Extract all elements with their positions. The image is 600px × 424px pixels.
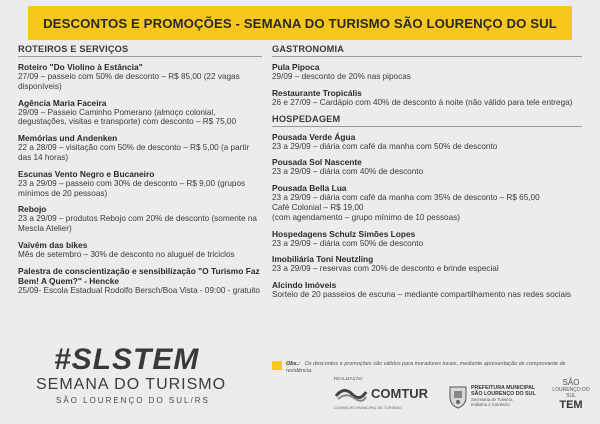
item-title: Pousada Bella Lua (272, 183, 347, 194)
item-text: 25/09- Escola Estadual Rodolfo Bersch/Boa Vista - 09:00 - gratuito (18, 285, 260, 295)
page-banner (28, 6, 572, 40)
list-item (272, 229, 582, 249)
tem-line3: TEM (559, 399, 583, 411)
item-title: Pousada Verde Água (272, 131, 356, 142)
item-title: Escunas Vento Negro e Bucaneiro (18, 168, 155, 179)
sponsors-bar (272, 376, 594, 416)
note-label: Obs.: (286, 361, 301, 367)
sponsors-label: REALIZAÇÃO (334, 376, 363, 381)
comtur-subtitle: CONSELHO MUNICIPAL DE TURISMO (334, 406, 402, 410)
item-title: Alcindo Imóveis (272, 280, 337, 291)
prefeitura-line1: PREFEITURA MUNICIPAL (471, 385, 536, 391)
item-text: 23 a 29/09 – produtos Rebojo com 20% de desconto (somente na Mescla Atelier) (18, 214, 257, 234)
comtur-name: COMTUR (371, 385, 429, 401)
logo-hashtag: #SLSTEM (54, 343, 200, 376)
item-text: 26 e 27/09 – Cardápio com 40% de desconto à noite (não válido para tele entrega) (272, 97, 573, 107)
item-title: Restaurante Tropicális (272, 87, 362, 98)
tem-line2: LOURENÇO DO SUL (552, 387, 590, 399)
list-item (18, 98, 262, 128)
tem-line1: SÃO (562, 378, 580, 387)
item-title: Pula Pipoca (272, 62, 320, 72)
list-item (18, 62, 262, 92)
item-text: 23 a 29/09 – reservas com 20% de desconto e brinde especial (272, 264, 499, 274)
prefeitura-line2: SÃO LOURENÇO DO SUL (471, 391, 536, 397)
section-title-hospedagem: HOSPEDAGEM (272, 114, 582, 127)
list-item (18, 133, 262, 163)
right-column (272, 44, 582, 306)
item-text: 23 a 29/09 – diária com 50% de desconto (272, 238, 424, 248)
sao-lourenco-tem-logo (549, 379, 593, 411)
wave-icon (334, 384, 368, 402)
item-title: Roteiro "Do Violino à Estância" (18, 62, 143, 72)
section-title-gastronomia: GASTRONOMIA (272, 44, 582, 57)
item-text: Sorteio de 20 passeios de escuna – mediante compartilhamento nas redes sociais (272, 290, 572, 300)
list-item (272, 132, 582, 152)
list-item (272, 280, 582, 300)
logo-subtitle: SEMANA DO TURISMO (36, 376, 227, 393)
item-text: Café Colonial – R$ 19,00 (272, 202, 364, 212)
list-item (18, 169, 262, 199)
item-text: 23 a 29/09 – passeio com 30% de desconto – R$ 9,00 (grupos mínimos de 20 pessoas) (18, 178, 246, 198)
item-title: Vaivém das bikes (18, 239, 88, 250)
item-text: 23 a 29/09 – diária com café da manha com 35% de desconto – R$ 65,00 (272, 193, 540, 203)
note-marker (272, 361, 282, 370)
list-item (272, 62, 582, 82)
list-item (18, 266, 262, 296)
item-text: 29/09 – desconto de 20% nas pipocas (272, 72, 411, 81)
left-column (18, 44, 262, 302)
prefeitura-line4: Indústria e Comércio (471, 402, 510, 408)
prefeitura-logo (448, 385, 536, 414)
list-item (272, 183, 582, 222)
list-item (272, 157, 582, 177)
item-title: Agência Maria Faceira (18, 97, 107, 108)
list-item (18, 240, 262, 260)
item-title: Pousada Sol Nascente (272, 157, 362, 168)
note-text: Os descontos e promoções são válidos para moradores locais, mediante apresentação de comprovante de residência. (286, 361, 566, 374)
prefeitura-line3: Secretaria de Turismo, (471, 397, 514, 402)
list-item (18, 204, 262, 234)
item-title: Imobiliária Toni Neutzling (272, 254, 374, 265)
section-title-roteiros: ROTEIROS E SERVIÇOS (18, 44, 262, 57)
logo-location: SÃO LOURENÇO DO SUL/RS (56, 396, 210, 405)
item-text: 23 a 29/09 – diária com café da manha com 50% de desconto (272, 141, 498, 151)
item-text: 23 a 29/09 – diária com 40% de desconto (272, 167, 424, 177)
item-title: Hospedagens Schulz Simões Lopes (272, 228, 416, 239)
item-title: Palestra de conscientização e sensibilização "O Turismo Faz Bem! A Quem?" - Hencke (18, 265, 260, 286)
item-text: (com agendamento – grupo mínimo de 10 pessoas) (272, 212, 460, 222)
list-item (272, 88, 582, 108)
item-text: Mês de setembro – 30% de desconto no aluguel de triciclos (18, 249, 235, 259)
item-text: 29/09 – Passeio Caminho Pomerano (almoço colonial, degustações, visitas e transporte) com desconto – R$ 75,00 (18, 107, 237, 127)
item-text: 22 a 28/09 – visitação com 50% de desconto – R$ 5,00 (a partir das 14 horas) (18, 143, 250, 162)
item-title: Rebojo (18, 204, 47, 215)
banner-title: DESCONTOS E PROMOÇÕES - SEMANA DO TURISMO SÃO LOURENÇO DO SUL (43, 15, 557, 31)
list-item (272, 254, 582, 274)
item-title: Memórias und Andenken (18, 133, 118, 144)
slstem-logo (36, 345, 236, 405)
item-text: 27/09 – passeio com 50% de desconto – R$ 85,00 (22 vagas disponíveis) (18, 72, 240, 91)
coat-of-arms-icon (448, 385, 468, 414)
comtur-logo (334, 384, 428, 402)
observation-note (272, 361, 590, 375)
